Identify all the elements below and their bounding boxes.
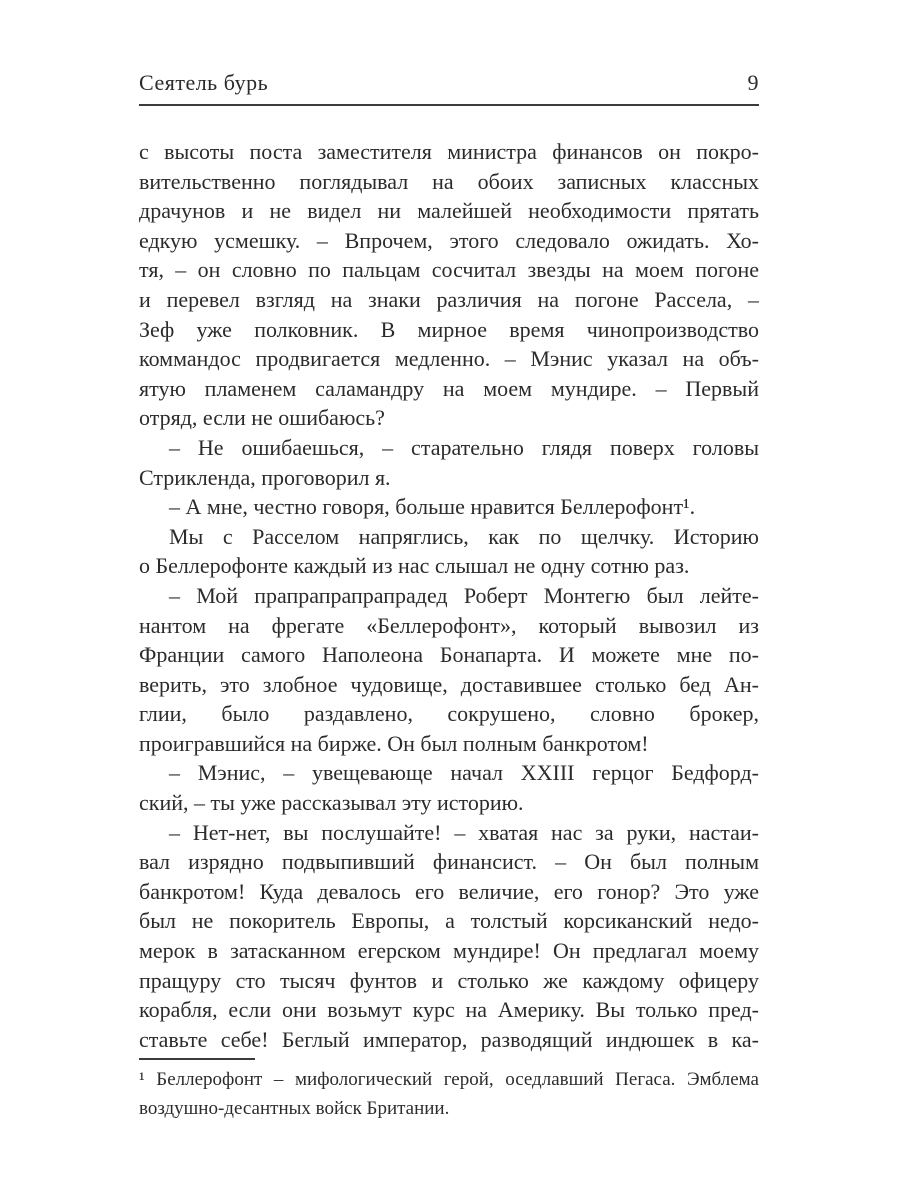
text-line: с высоты поста заместителя министра финансов он покро- [139, 139, 759, 164]
footnote-rule [139, 1058, 255, 1060]
text-line: и перевел взгляд на знаки различия на погоне Рассела, – [139, 286, 759, 312]
paragraph [139, 581, 759, 759]
paragraph [139, 758, 759, 817]
text-line: едкую усмешку. – Впрочем, этого следовало ожидать. Хо- [139, 227, 759, 253]
text-line: Мы с Расселом напряглись, как по щелчку. Историю [169, 523, 759, 549]
text-line: верить, это злобное чудовище, доставившее столько бед Ан- [139, 671, 759, 697]
text-line: отряд, если не ошибаюсь? [139, 405, 385, 431]
text-line: о Беллерофонте каждый из нас слышал не одну сотню раз. [139, 553, 690, 579]
text-line: был не покоритель Европы, а толстый корсиканский недо- [139, 908, 759, 934]
paragraph [139, 433, 759, 492]
text-line: Зеф уже полковник. В мирное время чинопроизводство [139, 316, 759, 342]
text-line: нантом на фрегате «Беллерофонт», который вывозил из [139, 612, 759, 638]
text-line: Франции самого Наполеона Бонапарта. И можете мне по- [139, 642, 759, 668]
text-line: банкротом! Куда девалось его величие, его гонор? Это уже [139, 878, 759, 904]
text-line: коммандос продвигается медленно. – Мэнис указал на объ- [139, 346, 759, 372]
footnote-line: ¹ Беллерофонт – мифологический герой, оседлавший Пегаса. Эмблема [139, 1069, 759, 1091]
page-body [139, 137, 759, 1054]
page-content [139, 70, 759, 1123]
text-line: – Нет-нет, вы послушайте! – хватая нас за руки, настаи- [169, 819, 759, 845]
text-line: проигравшийся на бирже. Он был полным банкротом! [139, 730, 649, 756]
paragraph [139, 522, 759, 581]
paragraph [139, 137, 759, 433]
footnote-lines [139, 1065, 759, 1123]
text-line: корабля, если они возьмут курс на Америку. Вы только пред- [139, 997, 759, 1023]
text-line: – Не ошибаешься, – старательно глядя поверх головы [169, 434, 759, 460]
text-line: драчунов и не видел ни малейшей необходимости прятать [139, 198, 759, 224]
text-line: вительственно поглядывал на обоих записных классных [139, 168, 759, 194]
text-line: вал изрядно подвыпивший финансист. – Он был полным [139, 849, 759, 875]
text-line: ставьте себе! Беглый император, разводящий индюшек в ка- [139, 1026, 759, 1052]
text-line: Стрикленда, проговорил я. [139, 464, 391, 490]
text-line: мерок в затасканном егерском мундире! Он предлагал моему [139, 938, 759, 964]
paragraph [139, 492, 759, 522]
running-title: Сеятель бурь [139, 70, 269, 95]
header-rule [139, 104, 759, 106]
text-line: пращуру сто тысяч фунтов и столько же каждому офицеру [139, 967, 759, 993]
text-line: – Мой прапрапрапрапрадед Роберт Монтегю был лейте- [169, 582, 759, 608]
text-line: глии, было раздавлено, сокрушено, словно брокер, [139, 701, 759, 727]
footnote [139, 1058, 759, 1123]
footnote-line: воздушно-десантных войск Британии. [139, 1098, 450, 1120]
text-line: тя, – он словно по пальцам сосчитал звезды на моем погоне [139, 257, 759, 283]
page-number: 9 [747, 70, 759, 95]
text-line: – А мне, честно говоря, больше нравится Беллерофонт¹. [169, 494, 696, 520]
paragraph [139, 818, 759, 1055]
text-line: – Мэнис, – увещевающе начал XXIII герцог Бедфорд- [169, 760, 759, 786]
running-header [139, 70, 759, 96]
text-line: ский, – ты уже рассказывал эту историю. [139, 790, 524, 816]
text-line: ятую пламенем саламандру на моем мундире. – Первый [139, 375, 759, 401]
